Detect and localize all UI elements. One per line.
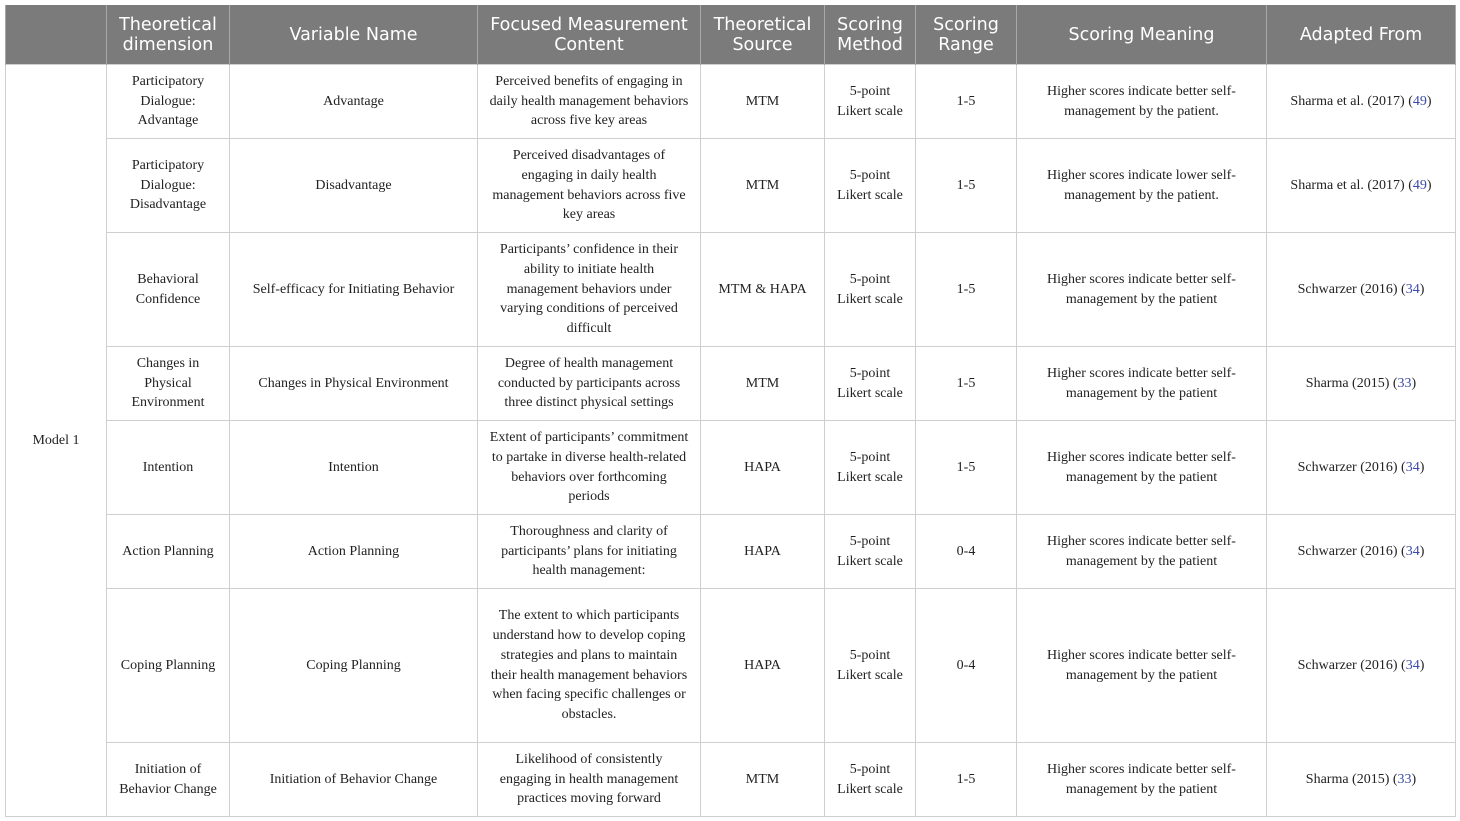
header-range: Scoring Range — [916, 5, 1017, 65]
adapted-text: Sharma et al. (2017) ( — [1290, 93, 1413, 109]
reference-link[interactable]: 33 — [1397, 771, 1412, 787]
adapted-text: Sharma et al. (2017) ( — [1290, 177, 1413, 193]
cell-content-text: Perceived disadvantages of engaging in daily health management behaviors across five key areas — [492, 147, 686, 223]
cell-source: MTM & HAPA — [701, 233, 825, 347]
cell-dimension: Action Planning — [107, 515, 230, 589]
cell-content — [478, 589, 701, 743]
cell-range: 0-4 — [916, 589, 1017, 743]
cell-dimension: Coping Planning — [107, 589, 230, 743]
cell-meaning — [1017, 421, 1267, 515]
adapted-close: ) — [1419, 459, 1425, 475]
cell-variable: Coping Planning — [230, 589, 478, 743]
cell-dimension: Participatory Dialogue: Advantage — [107, 65, 230, 139]
header-dimension: Theoretical dimension — [107, 5, 230, 65]
cell-meaning — [1017, 347, 1267, 421]
cell-content-text: Likelihood of consistently engaging in health management practices moving forward — [499, 751, 679, 807]
cell-meaning — [1017, 515, 1267, 589]
adapted-close: ) — [1419, 543, 1425, 559]
cell-content — [478, 421, 701, 515]
reference-link[interactable]: 34 — [1405, 281, 1420, 297]
cell-method: 5-point Likert scale — [825, 515, 916, 589]
reference-link[interactable]: 34 — [1405, 543, 1420, 559]
reference-link[interactable]: 49 — [1412, 177, 1427, 193]
adapted-text: Sharma (2015) ( — [1305, 771, 1398, 787]
adapted-close: ) — [1411, 771, 1417, 787]
header-variable: Variable Name — [230, 5, 478, 65]
cell-adapted — [1267, 421, 1456, 515]
cell-range: 1-5 — [916, 233, 1017, 347]
header-model — [6, 5, 107, 65]
cell-source: MTM — [701, 347, 825, 421]
cell-adapted — [1267, 515, 1456, 589]
header-content: Focused Measurement Content — [478, 5, 701, 65]
cell-dimension: Participatory Dialogue: Disadvantage — [107, 139, 230, 233]
cell-meaning-text: Higher scores indicate better self-management by the patient. — [1047, 83, 1236, 119]
cell-method: 5-point Likert scale — [825, 421, 916, 515]
table-row — [6, 65, 1456, 139]
adapted-close: ) — [1419, 281, 1425, 297]
cell-adapted — [1267, 347, 1456, 421]
reference-link[interactable]: 33 — [1397, 375, 1412, 391]
header-method: Scoring Method — [825, 5, 916, 65]
cell-variable: Intention — [230, 421, 478, 515]
cell-dimension: Changes in Physical Environment — [107, 347, 230, 421]
cell-meaning-text: Higher scores indicate better self-management by the patient — [1047, 449, 1236, 485]
cell-range: 1-5 — [916, 65, 1017, 139]
cell-variable: Initiation of Behavior Change — [230, 743, 478, 817]
cell-method: 5-point Likert scale — [825, 743, 916, 817]
cell-method: 5-point Likert scale — [825, 65, 916, 139]
cell-meaning — [1017, 589, 1267, 743]
adapted-text: Schwarzer (2016) ( — [1297, 543, 1406, 559]
cell-meaning-text: Higher scores indicate better self-management by the patient — [1047, 533, 1236, 569]
cell-variable: Disadvantage — [230, 139, 478, 233]
cell-content — [478, 515, 701, 589]
cell-content — [478, 347, 701, 421]
cell-method: 5-point Likert scale — [825, 233, 916, 347]
header-adapted: Adapted From — [1267, 5, 1456, 65]
cell-meaning-text: Higher scores indicate better self-management by the patient — [1047, 365, 1236, 401]
cell-content-text: Perceived benefits of engaging in daily health management behaviors across five key areas — [489, 73, 689, 129]
cell-source: MTM — [701, 139, 825, 233]
header-source: Theoretical Source — [701, 5, 825, 65]
cell-variable: Changes in Physical Environment — [230, 347, 478, 421]
adapted-text: Schwarzer (2016) ( — [1297, 459, 1406, 475]
cell-meaning — [1017, 65, 1267, 139]
cell-source: HAPA — [701, 421, 825, 515]
cell-meaning — [1017, 743, 1267, 817]
table-row — [6, 515, 1456, 589]
cell-dimension: Initiation of Behavior Change — [107, 743, 230, 817]
cell-variable: Action Planning — [230, 515, 478, 589]
reference-link[interactable]: 34 — [1405, 459, 1420, 475]
cell-dimension: Intention — [107, 421, 230, 515]
adapted-close: ) — [1419, 657, 1425, 673]
cell-meaning-text: Higher scores indicate lower self-management by the patient. — [1047, 167, 1236, 203]
model-label: Model 1 — [6, 65, 107, 817]
cell-content-text: Extent of participants’ commitment to partake in diverse health-related behaviors over forthcoming periods — [489, 429, 689, 505]
cell-content-text: The extent to which participants understand how to develop coping strategies and plans to maintain their health management behaviors when facing specific challenges or obstacles. — [490, 608, 688, 723]
cell-source: MTM — [701, 65, 825, 139]
cell-source: HAPA — [701, 589, 825, 743]
cell-content-text: Thoroughness and clarity of participants’ plans for initiating health management: — [501, 523, 677, 579]
cell-content — [478, 233, 701, 347]
cell-adapted — [1267, 589, 1456, 743]
header-meaning: Scoring Meaning — [1017, 5, 1267, 65]
cell-content-text: Degree of health management conducted by participants across three distinct physical settings — [497, 355, 681, 411]
cell-range: 1-5 — [916, 347, 1017, 421]
cell-variable: Advantage — [230, 65, 478, 139]
cell-range: 1-5 — [916, 743, 1017, 817]
cell-meaning — [1017, 139, 1267, 233]
adapted-close: ) — [1426, 177, 1432, 193]
cell-method: 5-point Likert scale — [825, 139, 916, 233]
cell-source: MTM — [701, 743, 825, 817]
cell-meaning-text: Higher scores indicate better self-management by the patient — [1047, 647, 1236, 683]
cell-dimension: Behavioral Confidence — [107, 233, 230, 347]
table-row — [6, 139, 1456, 233]
adapted-text: Schwarzer (2016) ( — [1297, 281, 1406, 297]
cell-method: 5-point Likert scale — [825, 347, 916, 421]
measurement-table — [5, 5, 1456, 817]
adapted-text: Schwarzer (2016) ( — [1297, 657, 1406, 673]
reference-link[interactable]: 34 — [1405, 657, 1420, 673]
cell-range: 1-5 — [916, 139, 1017, 233]
cell-method: 5-point Likert scale — [825, 589, 916, 743]
table-row — [6, 421, 1456, 515]
cell-source: HAPA — [701, 515, 825, 589]
cell-content — [478, 743, 701, 817]
adapted-close: ) — [1426, 93, 1432, 109]
table-row — [6, 589, 1456, 743]
cell-content-text: Participants’ confidence in their ability to initiate health management behaviors under varying conditions of perceived difficult — [499, 242, 679, 337]
cell-adapted — [1267, 233, 1456, 347]
cell-adapted — [1267, 65, 1456, 139]
table-row — [6, 347, 1456, 421]
table-row — [6, 233, 1456, 347]
cell-range: 1-5 — [916, 421, 1017, 515]
header-row — [6, 5, 1456, 65]
reference-link[interactable]: 49 — [1412, 93, 1427, 109]
cell-adapted — [1267, 743, 1456, 817]
table-row — [6, 743, 1456, 817]
cell-content — [478, 139, 701, 233]
cell-meaning-text: Higher scores indicate better self-management by the patient — [1047, 271, 1236, 307]
cell-range: 0-4 — [916, 515, 1017, 589]
adapted-close: ) — [1411, 375, 1417, 391]
cell-meaning — [1017, 233, 1267, 347]
cell-variable: Self-efficacy for Initiating Behavior — [230, 233, 478, 347]
cell-meaning-text: Higher scores indicate better self-management by the patient — [1047, 761, 1236, 797]
cell-content — [478, 65, 701, 139]
cell-adapted — [1267, 139, 1456, 233]
adapted-text: Sharma (2015) ( — [1305, 375, 1398, 391]
